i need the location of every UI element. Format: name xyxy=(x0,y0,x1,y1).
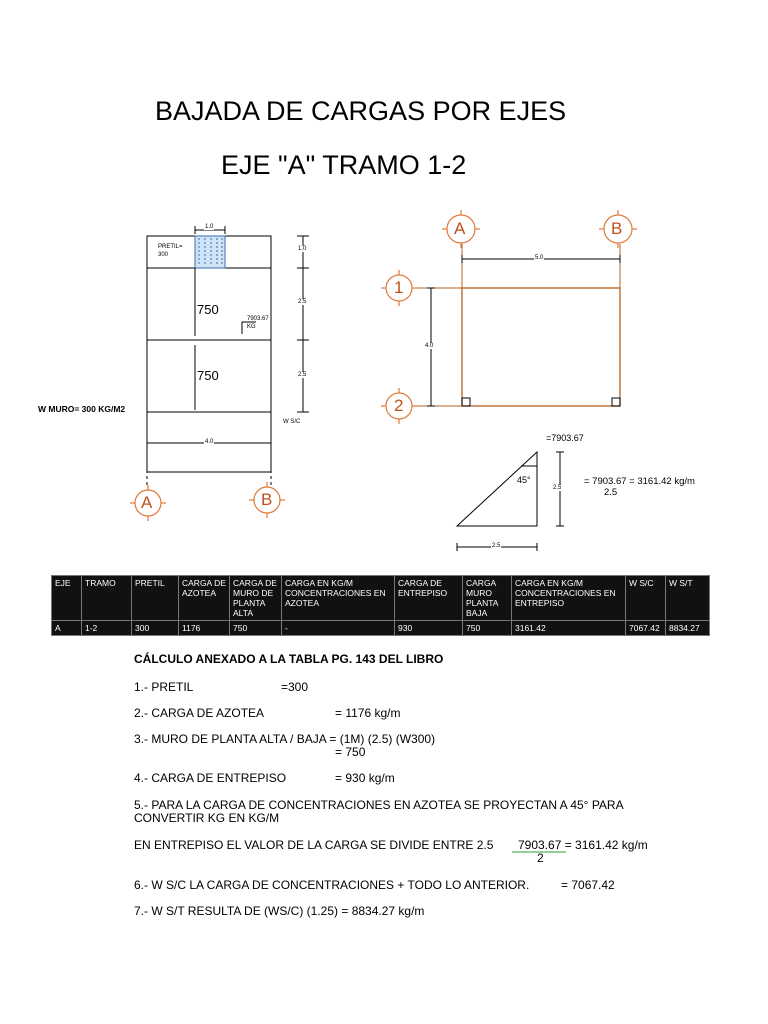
elev-dim-bottom: 4.0 xyxy=(205,439,214,445)
plan-frame xyxy=(462,288,620,406)
triangle-top-value: =7903.67 xyxy=(546,433,584,443)
axis-label-a-plan: A xyxy=(454,219,466,238)
table-header-cell: TRAMO xyxy=(82,576,132,621)
pretil-value: 300 xyxy=(158,252,169,258)
axis-label-b-elev: B xyxy=(261,490,273,509)
calc-line-7-value: = 7067.42 xyxy=(561,878,615,892)
calc-line-5: 5.- PARA LA CARGA DE CONCENTRACIONES EN AZOTEA SE PROYECTAN A 45° PARA xyxy=(134,798,624,812)
table-header-cell: PRETIL xyxy=(132,576,179,621)
point-load-value: 7903.67 xyxy=(247,316,269,322)
calc-line-2: 2.- CARGA DE AZOTEA xyxy=(134,706,265,720)
table-header-cell: CARGA EN KG/M CONCENTRACIONES EN ENTREPISO xyxy=(512,576,626,621)
elevation-drawing xyxy=(147,226,309,472)
calc-heading: CÁLCULO ANEXADO A LA TABLA PG. 143 DEL LIBRO xyxy=(134,652,444,666)
page-subtitle: EJE "A" TRAMO 1-2 xyxy=(221,150,467,180)
table-row xyxy=(52,621,710,636)
plan-dim-left: 4.0 xyxy=(425,343,434,349)
triangle-height: 2.5 xyxy=(553,485,562,491)
axis-label-2-plan: 2 xyxy=(394,396,404,415)
plan-drawing xyxy=(414,244,620,406)
calc-line-7: 6.- W S/C LA CARGA DE CONCENTRACIONES + TODO LO ANTERIOR. xyxy=(134,878,530,892)
table-cell: - xyxy=(282,621,395,636)
calc-line-8: 7.- W S/T RESULTA DE (WS/C) (1.25) = 8834.27 kg/m xyxy=(134,904,425,918)
table-header-cell: CARGA DE ENTREPISO xyxy=(395,576,463,621)
table-cell: 930 xyxy=(395,621,463,636)
table-cell: 300 xyxy=(132,621,179,636)
table-cell: 7067.42 xyxy=(626,621,666,636)
load-table xyxy=(51,575,710,636)
elev-dim-right-1: 1.0 xyxy=(298,246,307,252)
table-cell: 8834.27 xyxy=(666,621,710,636)
ws-label: W S/C xyxy=(283,419,301,425)
table-header-cell: CARGA MURO PLANTA BAJA xyxy=(463,576,512,621)
floor-load-2: 750 xyxy=(197,368,219,383)
triangle-formula: = 7903.67 = 3161.42 kg/m xyxy=(584,476,695,487)
axis-label-1-plan: 1 xyxy=(394,278,404,297)
table-cell: A xyxy=(52,621,82,636)
table-cell: 1-2 xyxy=(82,621,132,636)
calc-line-6-value: 7903.67 = 3161.42 kg/m xyxy=(518,838,648,852)
calc-line-4: 4.- CARGA DE ENTREPISO xyxy=(134,771,287,785)
table-cell: 1176 xyxy=(179,621,230,636)
plan-dim-top: 5.0 xyxy=(535,255,544,261)
table-header-cell: W S/T xyxy=(666,576,710,621)
calc-line-6: EN ENTREPISO EL VALOR DE LA CARGA SE DIVIDE ENTRE 2.5 xyxy=(134,838,494,852)
table-cell: 750 xyxy=(230,621,282,636)
pretil-label: PRETIL= xyxy=(158,244,183,250)
calc-line-1-value: =300 xyxy=(281,680,309,694)
axis-label-b-plan: B xyxy=(611,219,623,238)
triangle-divisor: 2.5 xyxy=(604,487,618,498)
calc-line-4-value: = 930 kg/m xyxy=(335,771,395,785)
point-load-unit: KG xyxy=(247,324,256,330)
table-header-cell: CARGA EN KG/M CONCENTRACIONES EN AZOTEA xyxy=(282,576,395,621)
triangle-base: 2.5 xyxy=(492,543,501,549)
page-title: BAJADA DE CARGAS POR EJES xyxy=(155,96,567,126)
elev-dim-right-3: 2.5 xyxy=(298,372,307,378)
table-header-cell: CARGA DE AZOTEA xyxy=(179,576,230,621)
table-header-cell: W S/C xyxy=(626,576,666,621)
table-cell: 750 xyxy=(463,621,512,636)
axis-label-a-elev: A xyxy=(141,493,153,512)
table-header-cell: CARGA DE MURO DE PLANTA ALTA xyxy=(230,576,282,621)
table-header-row xyxy=(52,576,710,621)
table-header-cell: EJE xyxy=(52,576,82,621)
elevation-frame xyxy=(147,236,271,472)
floor-load-1: 750 xyxy=(197,302,219,317)
triangle-angle: 45° xyxy=(517,475,531,485)
elev-dim-right-2: 2.5 xyxy=(298,299,307,305)
calc-line-2-value: = 1176 kg/m xyxy=(335,706,401,720)
elev-dim-top: 1.0 xyxy=(205,224,214,230)
calc-line-6-divisor: 2 xyxy=(537,851,544,865)
table-cell: 3161.42 xyxy=(512,621,626,636)
calc-line-3-value: = 750 xyxy=(335,745,366,759)
calc-line-1: 1.- PRETIL xyxy=(134,680,194,694)
calc-line-3: 3.- MURO DE PLANTA ALTA / BAJA = (1M) (2.5) (W300) xyxy=(134,732,436,746)
calc-line-5-cont: CONVERTIR KG EN KG/M xyxy=(134,811,280,825)
w-muro-label: W MURO= 300 KG/M2 xyxy=(38,404,126,414)
load-triangle xyxy=(457,452,564,551)
